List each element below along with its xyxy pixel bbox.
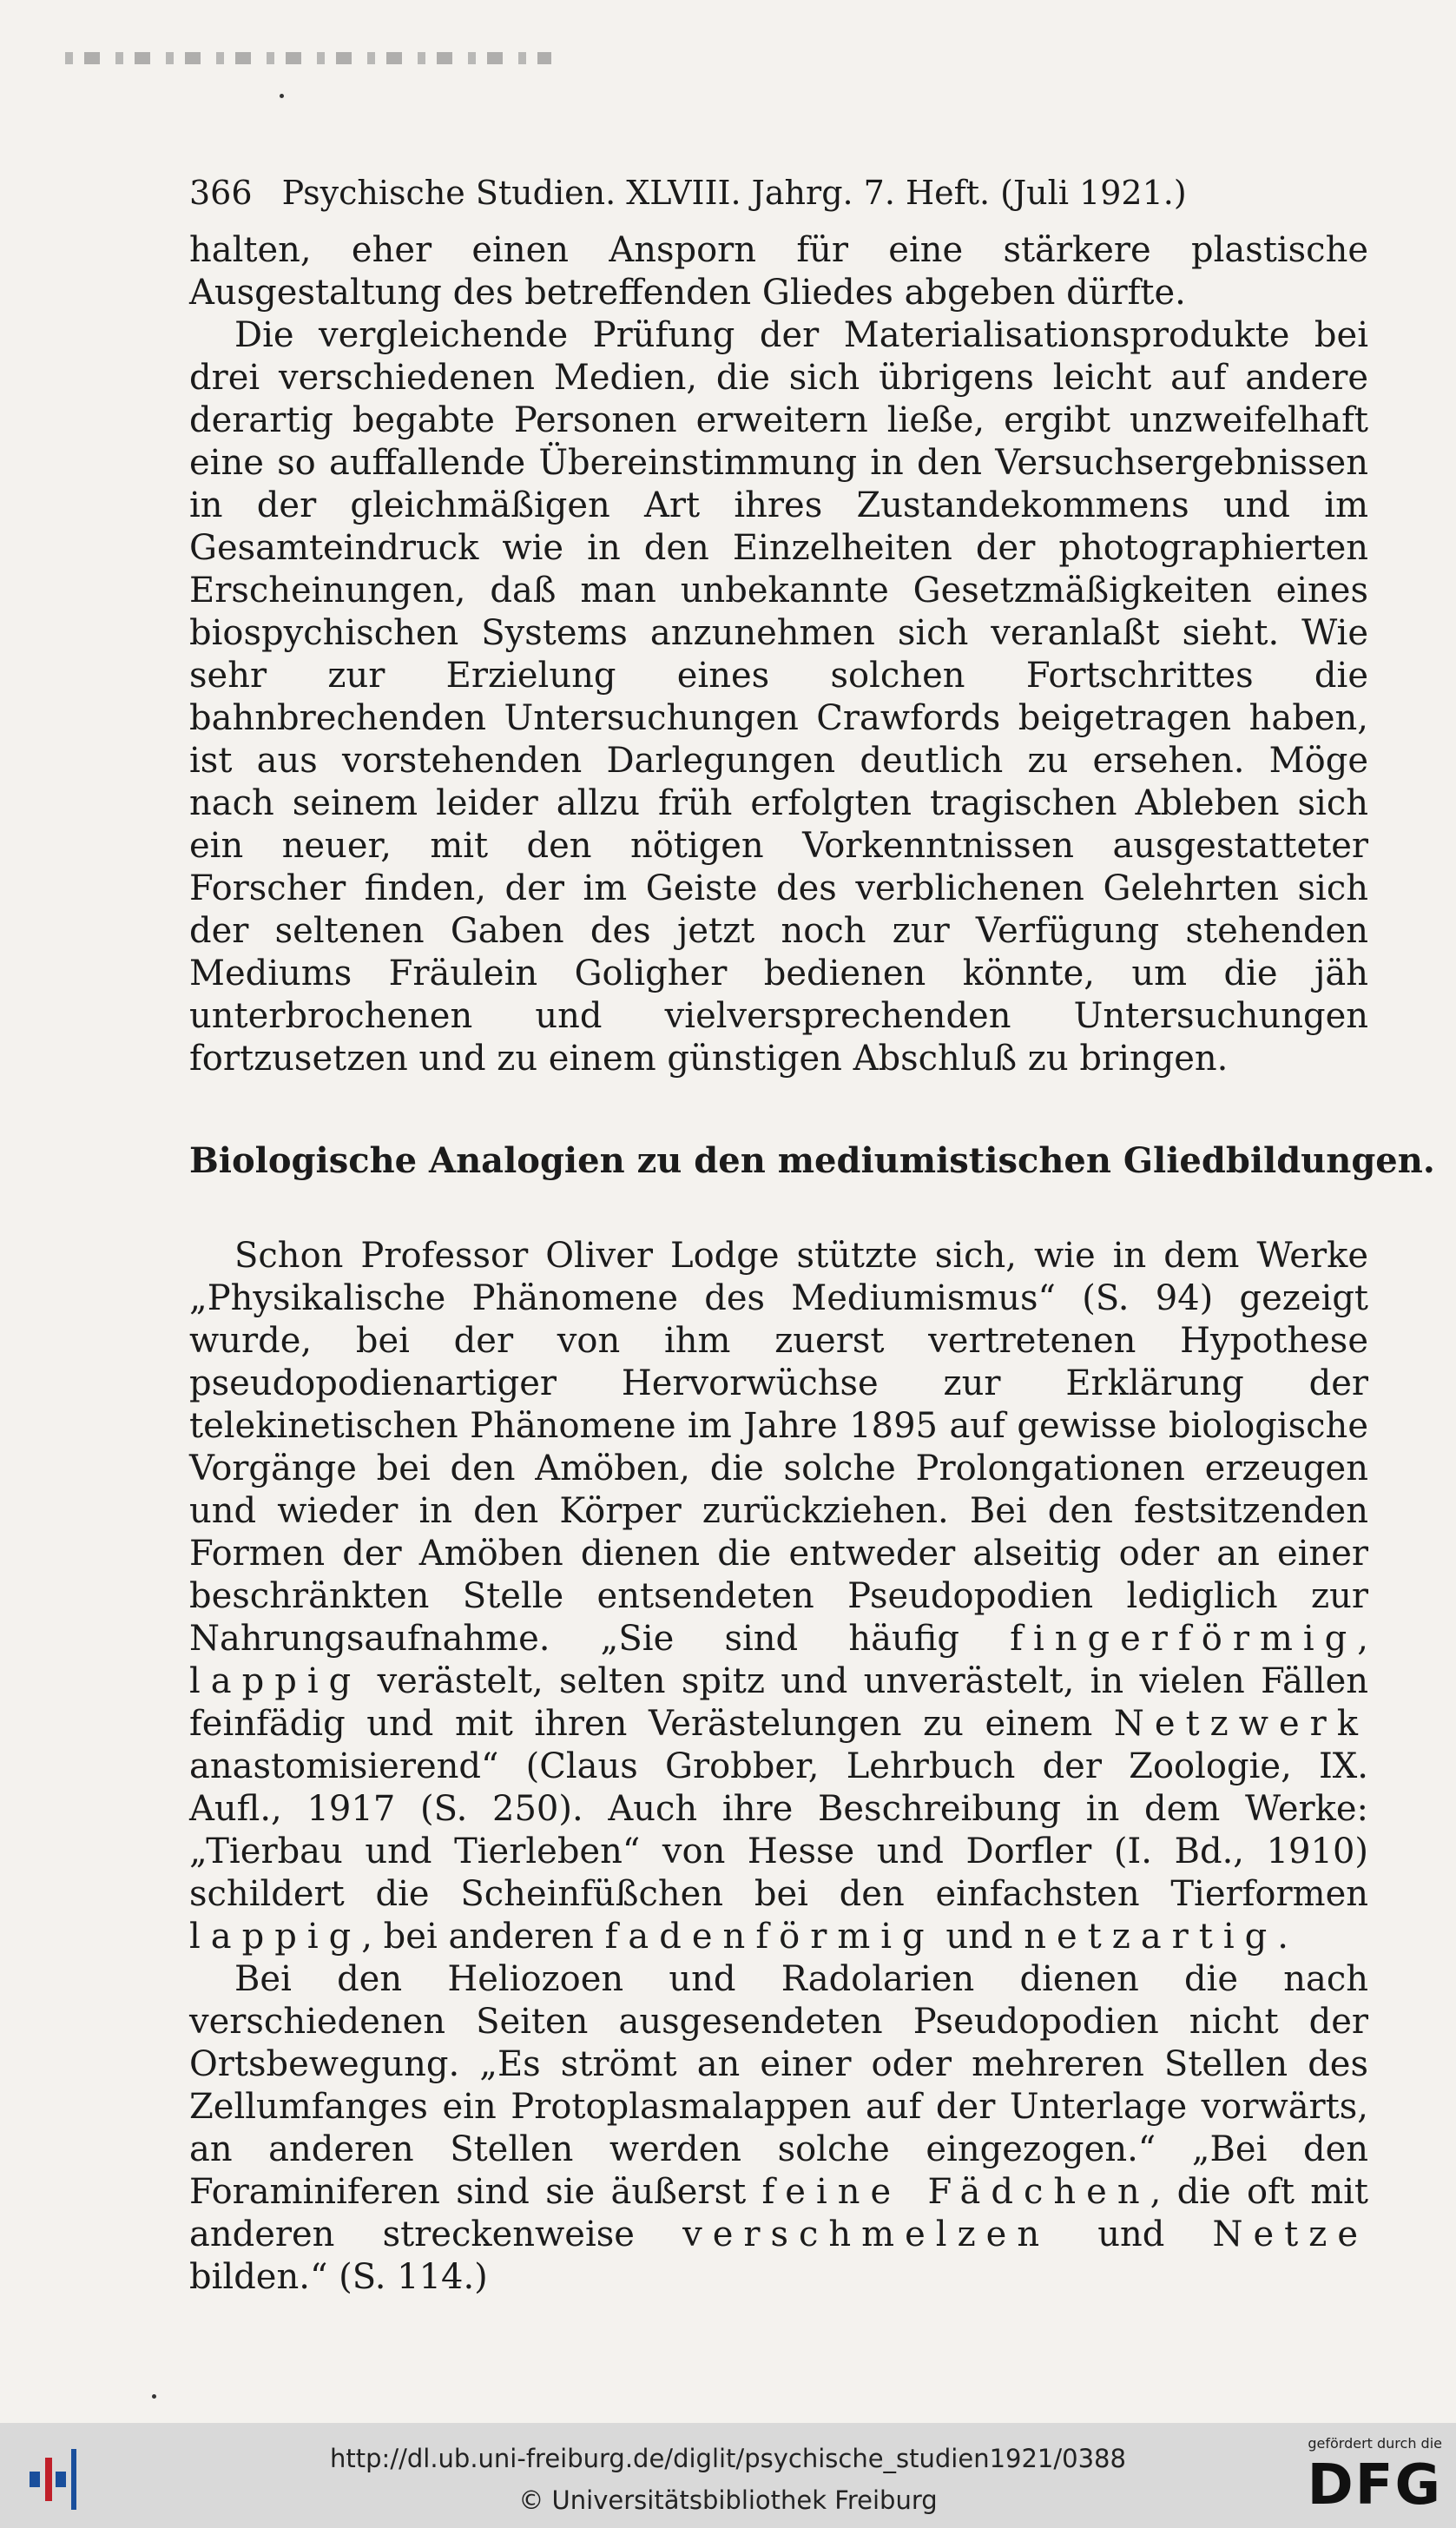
text-run: , bei anderen xyxy=(361,1917,594,1957)
spaced-term: netzartig xyxy=(1024,1917,1278,1957)
paragraph xyxy=(189,1958,1368,2299)
spaced-term: fadenförmig xyxy=(604,1917,935,1957)
scan-speck xyxy=(280,94,284,98)
text-run: , xyxy=(1357,1619,1368,1659)
footer-url-link[interactable]: http://dl.ub.uni-freiburg.de/diglit/psychische_studien1921/0388 xyxy=(330,2444,1126,2473)
spaced-term: lappig xyxy=(189,1661,362,1701)
scan-artifact xyxy=(65,52,551,64)
text-run: Schon Professor Oliver Lodge stützte sich, wie in dem Werke „Physikalische Phänomene des Mediumismus“ (S. 94) gezeigt wurde, bei der von ihm zuerst vertretenen Hypothese pseudopodienartiger Hervorwüchse zur Erklärung der telekinetischen Phänomene im Jahre 1895 auf gewisse biologische Vorgänge bei den Amöben, die solche Prolongationen erzeugen und wieder in den Körper zurückziehen. Bei den festsitzenden Formen der Amöben dienen die entweder alseitig oder an einer beschränkten Stelle entsendeten Pseudopodien lediglich zur Nahrungsaufnahme. „Sie sind häufig xyxy=(189,1236,1368,1659)
text-run: bilden.“ (S. 114.) xyxy=(189,2257,488,2297)
text-run: anastomisierend“ (Claus Grobber, Lehrbuch der Zoologie, IX. Aufl., 1917 (S. 250). Auch ihre Beschreibung in dem Werke: „Tierbau und Tierleben“ von Hesse und Dorfler (I. Bd., 1910) schildert die Scheinfüßchen bei den einfachsten Tierformen xyxy=(189,1746,1368,1914)
paragraph: Die vergleichende Prüfung der Materialisationsprodukte bei drei verschiedenen Medien, die sich übrigens leicht auf andere derartig begabte Personen erweitern ließe, ergibt unzweifelhaft eine so auffallende Übereinstimmung in den Versuchsergebnissen in der gleichmäßigen Art ihres Zustandekommens und im Gesamteindruck wie in den Einzelheiten der photographierten Erscheinungen, daß man unbekannte Gesetzmäßigkeiten eines biospychischen Systems anzunehmen sich veranlaßt sieht. Wie sehr zur Erzielung eines solchen Fortschrittes die bahnbrechenden Untersuchungen Crawfords beigetragen haben, ist aus vorstehenden Darlegungen deutlich zu ersehen. Möge nach seinem leider allzu früh erfolgten tragischen Ableben sich ein neuer, mit den nötigen Vorkenntnissen ausgestatteter Forscher finden, der im Geiste des verblichenen Gelehrten sich der seltenen Gaben des jetzt noch zur Verfügung stehenden Mediums Fräulein Goligher bedienen könnte, um die jäh unterbrochenen und vielversprechenden Untersuchungen fortzusetzen und zu einem günstigen Abschluß zu bringen. xyxy=(189,315,1368,1079)
text-run: , die oft mit anderen streckenweise xyxy=(189,2172,1369,2254)
spaced-term: lappig xyxy=(189,1917,362,1957)
text-run: und xyxy=(1097,2214,1165,2254)
footer-bar xyxy=(0,2423,1456,2528)
spaced-term: feine Fädchen xyxy=(761,2172,1150,2212)
text-run: . xyxy=(1277,1917,1288,1957)
text-run: und xyxy=(945,1917,1013,1957)
body-text xyxy=(189,229,1435,2299)
dfg-logo: DFG xyxy=(1307,2453,1442,2518)
funding-note: gefördert durch die xyxy=(1308,2435,1442,2452)
spaced-term: Netzwerk xyxy=(1113,1704,1368,1744)
spaced-term: Netze xyxy=(1212,2214,1368,2254)
page-content xyxy=(189,172,1435,2299)
text-run: verästelt, selten spitz und unverästelt, in vielen Fällen feinfädig und mit ihren Verästelungen zu einem xyxy=(189,1661,1368,1744)
paragraph: halten, eher einen Ansporn für eine stärkere plastische Ausgestaltung des betreffenden Gliedes abgeben dürfte. xyxy=(189,230,1368,313)
paragraph xyxy=(189,1235,1368,1958)
scan-speck xyxy=(152,2394,156,2399)
page-number: 366 xyxy=(189,174,253,212)
running-header xyxy=(189,172,1368,214)
text-run: Bei den Heliozoen und Radolarien dienen die nach verschiedenen Seiten ausgesendeten Pseudopodien nicht der Ortsbewegung. „Es strömt an einer oder mehreren Stellen des Zellumfanges ein Protoplasmalappen auf der Unterlage vorwärts, an anderen Stellen werden solche eingezogen.“ „Bei den Foraminiferen sind sie äußerst xyxy=(189,1959,1368,2212)
spaced-term: fingerförmig xyxy=(1010,1619,1358,1659)
spaced-term: verschmelzen xyxy=(682,2214,1051,2254)
section-heading: Biologische Analogien zu den mediumistischen Gliedbildungen. xyxy=(189,1140,1435,1181)
footer-copyright: © Universitätsbibliothek Freiburg xyxy=(518,2485,938,2515)
running-title: Psychische Studien. XLVIII. Jahrg. 7. Heft. (Juli 1921.) xyxy=(281,174,1187,212)
